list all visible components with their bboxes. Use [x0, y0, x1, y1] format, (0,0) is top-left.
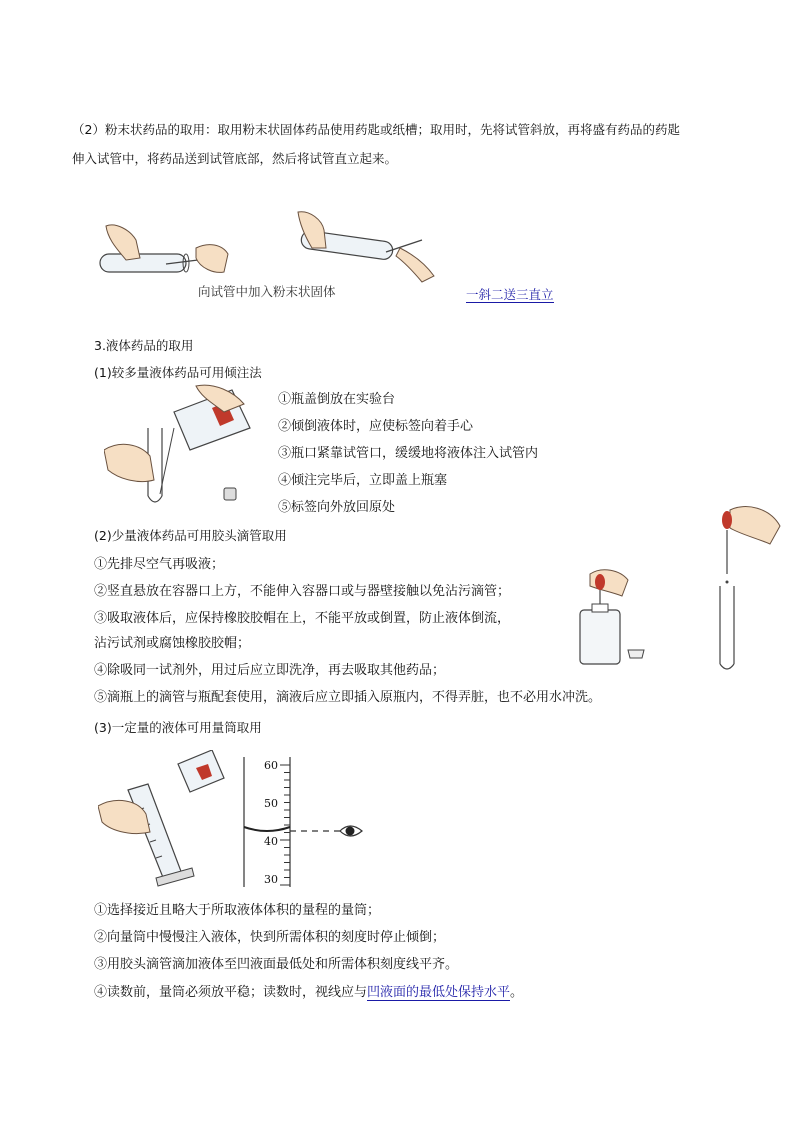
cylinder-step-2: ②向量筒中慢慢注入液体，快到所需体积的刻度时停止倾倒；: [94, 930, 446, 945]
powder-paragraph-line-1: （2）粉末状药品的取用：取用粉末状固体药品使用药匙或纸槽；取用时，先将试管斜放，再将盛有药品的药匙: [72, 122, 680, 137]
meniscus-link[interactable]: 凹液面的最低处保持水平: [367, 985, 511, 1000]
dropper-step-1: ①先排尽空气再吸液；: [94, 557, 225, 572]
cylinder-pouring-illustration: [98, 750, 228, 890]
dropper-step-5: ⑤滴瓶上的滴管与瓶配套使用，滴液后应立即插入原瓶内，不得弄脏，也不必用水冲洗。: [94, 690, 602, 705]
scale-label-40: 40: [264, 835, 278, 848]
dropper-step-2: ②竖直悬放在容器口上方，不能伸入容器口或与器壁接触以免沾污滴管；: [94, 584, 511, 599]
scale-label-30: 30: [264, 873, 278, 886]
scale-label-60: 60: [264, 759, 278, 772]
section-3-title: 3.液体药品的取用: [94, 338, 194, 353]
pour-step-4: ④倾注完毕后，立即盖上瓶塞: [278, 473, 448, 488]
pour-step-3: ③瓶口紧靠试管口，缓缓地将液体注入试管内: [278, 446, 539, 461]
cylinder-step-4-suffix: 。: [510, 985, 524, 1000]
powder-figure-caption: 向试管中加入粉末状固体: [198, 284, 336, 299]
mnemonic-link[interactable]: [466, 287, 554, 303]
dropper-step-4: ④除吸同一试剂外，用过后应立即洗净，再去吸取其他药品；: [94, 663, 446, 678]
pouring-illustration: [104, 384, 264, 512]
dropper-method-heading: (2)少量液体药品可用胶头滴管取用: [94, 528, 287, 543]
cylinder-step-4: [94, 985, 523, 1001]
pour-step-2: ②倾倒液体时，应使标签向着手心: [278, 419, 474, 434]
pour-method-heading: (1)较多量液体药品可用倾注法: [94, 365, 262, 380]
dropper-step-3: ③吸取液体后，应保持橡胶胶帽在上，不能平放或倒置，防止液体倒流，: [94, 611, 511, 626]
cylinder-step-4-prefix: ④读数前，量筒必须放平稳；读数时，视线应与: [94, 985, 368, 1000]
powder-paragraph-line-2: 伸入试管中，将药品送到试管底部，然后将试管直立起来。: [72, 151, 398, 166]
dropper-bottle-illustration: [572, 566, 652, 670]
dropper-step-3-continued: 沾污试剂或腐蚀橡胶胶帽；: [94, 636, 251, 651]
cylinder-method-heading: (3)一定量的液体可用量筒取用: [94, 720, 262, 735]
pour-step-5: ⑤标签向外放回原处: [278, 500, 396, 515]
pour-step-1: ①瓶盖倒放在实验台: [278, 392, 396, 407]
scale-label-50: 50: [264, 797, 278, 810]
meniscus-reading-diagram: [238, 755, 368, 890]
cylinder-step-1: ①选择接近且略大于所取液体体积的量程的量筒；: [94, 903, 381, 918]
dropper-test-tube-illustration: [700, 502, 786, 674]
cylinder-step-3: ③用胶头滴管滴加液体至凹液面最低处和所需体积刻度线平齐。: [94, 957, 459, 972]
mnemonic-text[interactable]: 一斜二送三直立: [466, 287, 554, 302]
